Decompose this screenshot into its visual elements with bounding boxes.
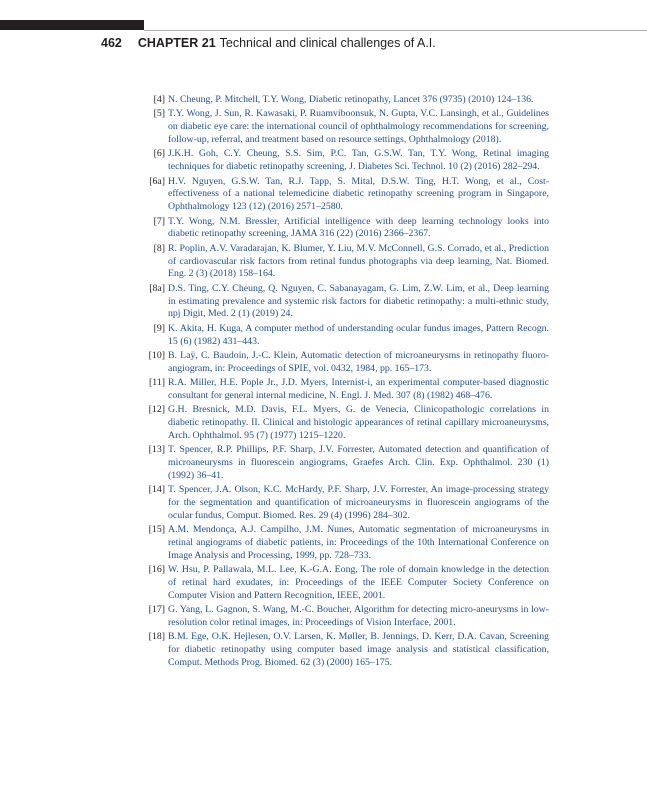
reference-number: [6] — [153, 148, 165, 160]
reference-item — [137, 564, 549, 602]
chapter-label: CHAPTER 21 — [137, 36, 216, 50]
reference-item — [137, 243, 549, 281]
reference-number: [17] — [148, 604, 165, 616]
reference-number: [15] — [148, 524, 165, 536]
reference-text[interactable]: T.Y. Wong, J. Sun, R. Kawasaki, P. Ruamviboonsuk, N. Gupta, V.C. Lansingh, et al., Guidelines on diabetic eye care: the international council of ophthalmology recommendations for screening, follow-up, referral, and treatment based on resource settings, Ophthalmology (2018). — [168, 108, 549, 145]
reference-text[interactable]: R. Poplin, A.V. Varadarajan, K. Blumer, Y. Liu, M.V. McConnell, G.S. Corrado, et al., Prediction of cardiovascular risk factors from retinal fundus photographs via deep learning, Nat. Biomed. Eng. 2 (3) (2018) 158–164. — [168, 242, 549, 280]
reference-item — [137, 524, 549, 562]
reference-item — [137, 350, 549, 376]
reference-number: [4] — [153, 94, 165, 105]
reference-text[interactable]: R.A. Miller, H.E. Pople Jr., J.D. Myers, Internist-i, an experimental computer-based diagnostic consultant for general internal medicine, N. Engl. J. Med. 307 (8) (1982) 468–476. — [168, 377, 549, 401]
reference-number: [8] — [153, 242, 165, 254]
reference-item — [137, 484, 549, 522]
reference-number: [9] — [153, 322, 165, 334]
reference-number: [6a] — [149, 175, 165, 187]
reference-item — [137, 216, 549, 242]
reference-number: [11] — [149, 377, 165, 389]
running-head — [101, 36, 436, 50]
header-bar — [0, 20, 144, 30]
reference-list — [137, 94, 549, 671]
reference-text[interactable]: J.K.H. Goh, C.Y. Cheung, S.S. Sim, P.C. Tan, G.S.W. Tan, T.Y. Wong, Retinal imaging techniques for diabetic retinopathy screening, J. Diabetes Sci. Technol. 10 (2) (2016) 282–294. — [168, 148, 549, 173]
reference-text[interactable]: N. Cheung, P. Mitchell, T.Y. Wong, Diabetic retinopathy, Lancet 376 (9735) (2010) 124–136. — [168, 94, 534, 105]
reference-number: [18] — [148, 631, 165, 643]
reference-text[interactable]: D.S. Ting, C.Y. Cheung, Q. Nguyen, C. Sabanayagam, G. Lim, Z.W. Lim, et al., Deep learning in estimating prevalence and systemic risk factors for diabetic retinopathy: a multi-ethnic study, npj Digit, Med. 2 (1) (2019) 24. — [168, 282, 549, 320]
chapter-title: Technical and clinical challenges of A.I. — [219, 36, 436, 50]
reference-text[interactable]: G. Yang, L. Gagnon, S. Wang, M.-C. Boucher, Algorithm for detecting micro-aneurysms in low-resolution color retinal images, in: Proceedings of Vision Interface, 2001. — [168, 604, 549, 628]
reference-item — [137, 404, 549, 442]
reference-item — [137, 108, 549, 146]
reference-text[interactable]: B. Laÿ, C. Baudoin, J.-C. Klein, Automatic detection of microaneurysms in retinopathy fluoro-angiogram, in: Proceedings of SPIE, vol. 0432, 1984, pp. 165–173. — [168, 349, 549, 374]
reference-text[interactable]: T.Y. Wong, N.M. Bressler, Artificial intelligence with deep learning technology looks into diabetic retinopathy screening, JAMA 316 (22) (2016) 2366–2367. — [168, 215, 549, 240]
reference-text[interactable]: H.V. Nguyen, G.S.W. Tan, R.J. Tapp, S. Mital, D.S.W. Ting, H.T. Wong, et al., Cost-effectiveness of a national telemedicine diabetic retinopathy screening program in Singapore, Ophthalmology 123 (12) (2016) 2571–2580. — [168, 175, 549, 213]
reference-text[interactable]: W. Hsu, P. Pallawala, M.L. Lee, K.-G.A. Eong, The role of domain knowledge in the detection of retinal hard exudates, in: Proceedings of the IEEE Computer Society Conference on Computer Vision and Pattern Recognition, IEEE, 2001. — [168, 564, 549, 601]
reference-item — [137, 444, 549, 482]
reference-text[interactable]: K. Akita, H. Kuga, A computer method of understanding ocular fundus images, Pattern Recogn. 15 (6) (1982) 431–443. — [168, 322, 549, 347]
reference-item — [137, 176, 549, 214]
reference-item — [137, 631, 549, 669]
reference-text[interactable]: B.M. Ege, O.K. Hejlesen, O.V. Larsen, K. Møller, B. Jennings, D. Kerr, D.A. Cavan, Screening for diabetic retinopathy using computer based image analysis and statistical classification, Comput. Methods Prog. Biomed. 62 (3) (2000) 165–175. — [168, 631, 549, 668]
reference-number: [14] — [148, 484, 165, 496]
reference-number: [5] — [153, 108, 165, 120]
page-number: 462 — [101, 36, 122, 50]
reference-item — [137, 148, 549, 174]
reference-number: [7] — [153, 215, 165, 227]
reference-number: [13] — [148, 444, 165, 456]
reference-text[interactable]: T. Spencer, R.P. Phillips, P.F. Sharp, J.V. Forrester, Automated detection and quantification of microaneurysms in fluorescein angiograms, Graefes Arch. Clin. Exp. Ophthalmol. 230 (1) (1992) 36–41. — [168, 444, 549, 481]
header-rule — [144, 30, 647, 31]
reference-number: [16] — [148, 564, 165, 576]
reference-item — [137, 604, 549, 630]
reference-item — [137, 323, 549, 349]
reference-number: [10] — [148, 349, 165, 361]
reference-text[interactable]: T. Spencer, J.A. Olson, K.C. McHardy, P.F. Sharp, J.V. Forrester, An image-processing strategy for the segmentation and quantification of microaneurysms in fluorescein angiograms of the ocular fundus, Comput. Biomed. Res. 29 (4) (1996) 284–302. — [168, 484, 549, 521]
reference-item — [137, 377, 549, 403]
reference-item — [137, 94, 549, 107]
reference-text[interactable]: A.M. Mendonça, A.J. Campilho, J.M. Nunes, Automatic segmentation of microaneurysms in retinal angiograms of diabetic patients, in: Proceedings of the 10th International Conference on Image Analysis and Processing, 1999, pp. 728–733. — [168, 524, 549, 561]
reference-text[interactable]: G.H. Bresnick, M.D. Davis, F.L. Myers, G. de Venecia, Clinicopathologic correlations in diabetic retinopathy. II. Clinical and histologic appearances of retinal capillary microaneurysms, Arch. Ophthalmol. 95 (7) (1977) 1215–1220. — [168, 404, 549, 441]
reference-item — [137, 283, 549, 321]
reference-number: [8a] — [149, 282, 165, 294]
reference-number: [12] — [148, 404, 165, 416]
